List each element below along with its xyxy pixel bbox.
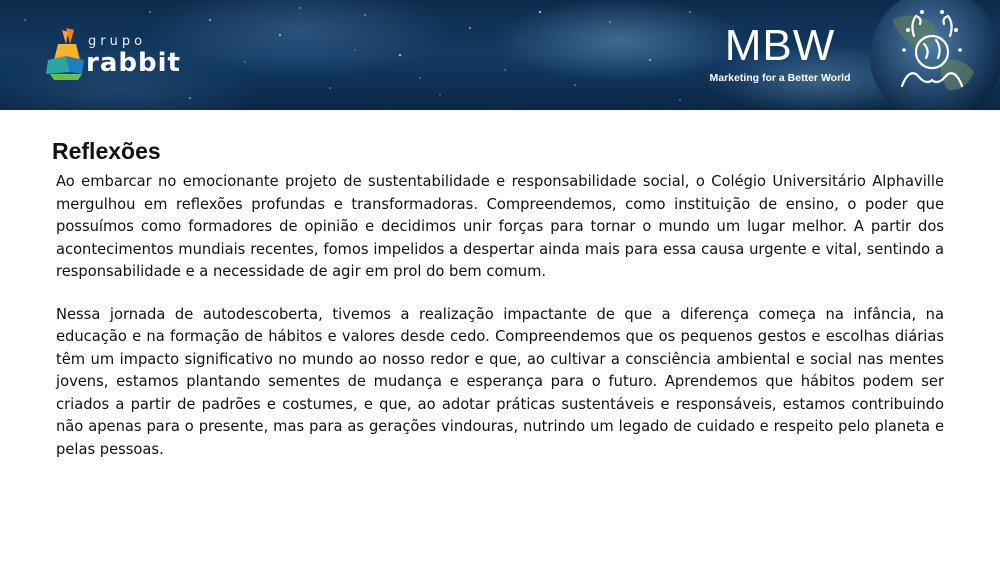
logo-word-rabbit: rabbit — [86, 48, 181, 78]
mbw-logo — [700, 21, 860, 84]
paragraph-2: Nessa jornada de autodescoberta, tivemos a realização impactante de que a diferença começa na infância, na educação e na formação de hábitos e valores desde cedo. Compreendemos que os pequenos gestos e escolhas diárias têm um impacto significativo no mundo ao nosso redor e que, ao cultivar a consciência ambiental e social nas mentes jovens, estamos plantando sementes de mudança e esperança para o futuro. Aprendemos que hábitos podem ser criados a partir de padrões e costumes, e que, ao adotar práticas sustentáveis e responsáveis, estamos contribuindo não apenas para o presente, mas para as gerações vindouras, nutrindo um legado de cuidado e respeito pelo planeta e pelas pessoas. — [56, 305, 944, 458]
earth-hands-icon — [862, 0, 1000, 110]
section-title: Reflexões — [52, 138, 161, 164]
header-banner — [0, 0, 1000, 110]
content-section — [52, 138, 944, 481]
grupo-rabbit-logo — [44, 24, 184, 84]
mbw-acronym: MBW — [724, 21, 836, 70]
paragraph-1: Ao embarcar no emocionante projeto de sustentabilidade e responsabilidade social, o Colégio Universitário Alphaville mergulhou em reflexões profundas e transformadoras. Compreendemos, como instituição de ensino, o poder que possuímos como formadores de opinião e decidimos unir forças para tornar o mundo um lugar melhor. A partir dos acontecimentos mundiais recentes, fomos impelidos a despertar ainda mais para essa causa urgente e vital, sentindo a responsabilidade e a necessidade de agir em prol do bem comum. — [56, 173, 944, 280]
logo-word-grupo: grupo — [88, 34, 147, 49]
rabbit-mascot-icon — [44, 26, 88, 82]
mbw-tagline: Marketing for a Better World — [709, 72, 851, 84]
